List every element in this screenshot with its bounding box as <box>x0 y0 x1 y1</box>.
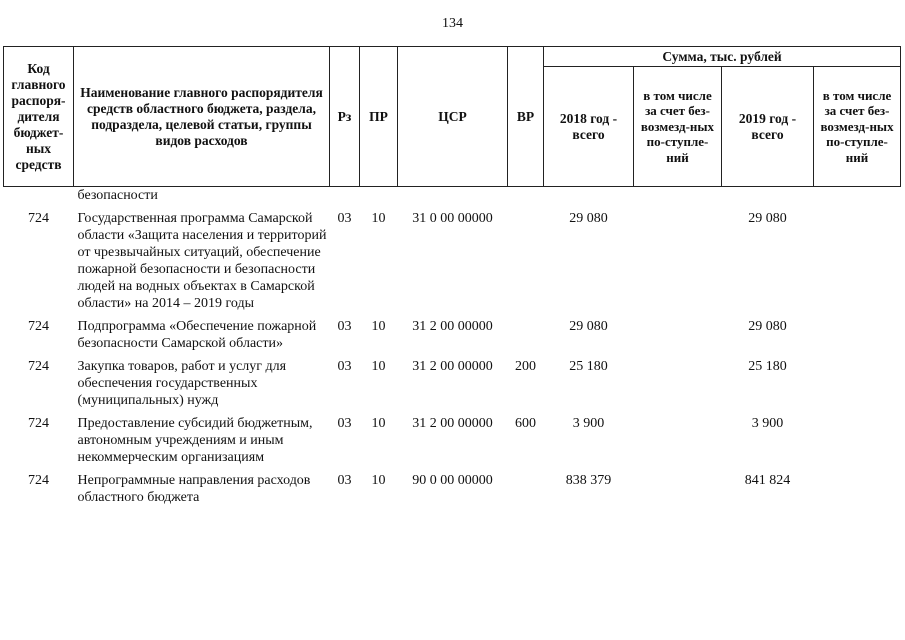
row-rz: 03 <box>337 211 352 226</box>
row-2018-total: 29 080 <box>569 211 608 226</box>
row-code: 724 <box>28 416 49 431</box>
header-csr: ЦСР <box>398 47 508 187</box>
header-sum-group: Сумма, тыс. рублей <box>544 47 901 67</box>
header-code: Код главного распоря-дителя бюджет-ных средств <box>4 47 74 187</box>
table-row <box>4 466 901 506</box>
row-2019-incl <box>814 312 901 352</box>
row-csr: 31 0 00 00000 <box>412 211 493 226</box>
row-2018-incl <box>634 312 722 352</box>
row-code: 724 <box>28 211 49 226</box>
row-2018-total: 25 180 <box>569 359 608 374</box>
row-rz: 03 <box>337 319 352 334</box>
row-pr: 10 <box>371 473 386 488</box>
row-vr <box>508 312 544 352</box>
row-2019-incl <box>814 352 901 409</box>
header-rz: Рз <box>330 47 360 187</box>
row-rz: 03 <box>337 416 352 431</box>
row-code: 724 <box>28 359 49 374</box>
page-number: 134 <box>442 16 463 31</box>
row-vr <box>508 204 544 312</box>
row-csr: 31 2 00 00000 <box>412 319 493 334</box>
header-2019-total: 2019 год - всего <box>722 67 814 187</box>
header-vr: ВР <box>508 47 544 187</box>
table-row <box>4 409 901 466</box>
row-name: Государственная программа Самарской области «Защита населения и территорий от чрезвычайных ситуаций, обеспечение пожарной безопасности и безопасности людей на водных объектах в Самарской области» на 2014 – 2019 годы <box>77 211 327 311</box>
table-row <box>4 352 901 409</box>
row-csr: 90 0 00 00000 <box>412 473 493 488</box>
row-name: Непрограммные направления расходов областного бюджета <box>77 473 311 505</box>
header-2018-total: 2018 год - всего <box>544 67 634 187</box>
row-rz: 03 <box>337 473 352 488</box>
row-2018-total: 29 080 <box>569 319 608 334</box>
row-name: Подпрограмма «Обеспечение пожарной безопасности Самарской области» <box>77 319 317 351</box>
row-pr: 10 <box>371 416 386 431</box>
header-2018-incl: в том числе за счет без-возмезд-ных по-ступле-ний <box>634 67 722 187</box>
row-2019-incl <box>814 409 901 466</box>
row-vr: 600 <box>515 416 536 431</box>
table-row <box>4 204 901 312</box>
row-2019-incl <box>814 466 901 506</box>
row-2019-incl <box>814 204 901 312</box>
row-vr: 200 <box>515 359 536 374</box>
budget-table <box>3 46 901 506</box>
row-2018-total: 838 379 <box>565 473 612 488</box>
header-pr: ПР <box>360 47 398 187</box>
row-csr: 31 2 00 00000 <box>412 416 493 431</box>
row-rz: 03 <box>337 359 352 374</box>
row-2018-incl <box>634 409 722 466</box>
budget-table-sheet <box>3 46 900 506</box>
row-name: Закупка товаров, работ и услуг для обеспечения государственных (муниципальных) нужд <box>77 359 287 408</box>
row-2018-total: 3 900 <box>572 416 605 431</box>
row-code: 724 <box>28 319 49 334</box>
header-2019-incl: в том числе за счет без-возмезд-ных по-ступле-ний <box>814 67 901 187</box>
header-name: Наименование главного распорядителя средств областного бюджета, раздела, подраздела, целевой статьи, группы видов расходов <box>74 47 330 187</box>
row-vr <box>508 466 544 506</box>
row-name: Предоставление субсидий бюджетным, автономным учреждениям и иным некоммерческим организациям <box>77 416 313 465</box>
row-code: 724 <box>28 473 49 488</box>
row-pr: 10 <box>371 211 386 226</box>
row-2019-total: 841 824 <box>744 473 791 488</box>
row-pr: 10 <box>371 319 386 334</box>
row-pr: 10 <box>371 359 386 374</box>
row-2019-total: 29 080 <box>748 319 787 334</box>
table-row <box>4 312 901 352</box>
row-csr: 31 2 00 00000 <box>412 359 493 374</box>
row-2019-total: 3 900 <box>751 416 784 431</box>
row-2018-incl <box>634 466 722 506</box>
row-2018-incl <box>634 204 722 312</box>
row-2019-total: 25 180 <box>748 359 787 374</box>
continuation-text: безопасности <box>77 188 158 203</box>
row-2018-incl <box>634 352 722 409</box>
row-2019-total: 29 080 <box>748 211 787 226</box>
